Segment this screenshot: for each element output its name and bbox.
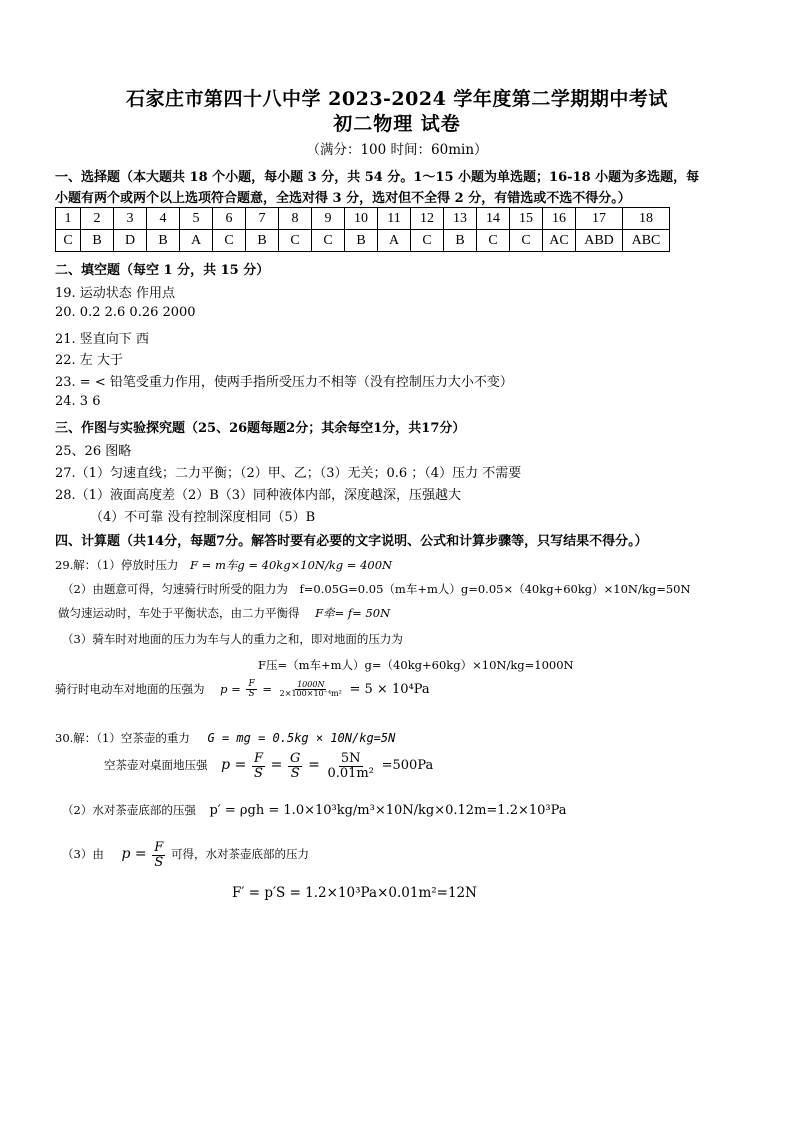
- page-title: 石家庄市第四十八中学 2023-2024 学年度第二学期期中考试: [126, 88, 668, 110]
- experiment-answer-28: 28.（1）液面高度差（2）B（3）同种液体内部，深度越深，压强越大: [55, 488, 462, 503]
- question-number-cell: 1: [56, 208, 81, 230]
- fraction-denominator: S: [290, 765, 300, 781]
- fraction-numerator: F: [154, 840, 164, 855]
- fill-answer-24: 24. 3 6: [55, 394, 101, 409]
- answer-cell: A: [378, 230, 411, 252]
- q30-line2: 空茶壶对桌面地压强 p = $\frac{F}{S}$ = $\frac{G}{S}$ = $\frac{5N}{\text{0.01m²}}$ =500Pa: [104, 751, 434, 781]
- fraction-numerator: G: [290, 751, 301, 766]
- question-number-cell: 7: [246, 208, 279, 230]
- q30-line2-label: 空茶壶对桌面地压强: [104, 758, 208, 773]
- answer-cell: C: [477, 230, 510, 252]
- q30-line1: [55, 730, 395, 746]
- fraction-numerator: F: [248, 679, 255, 689]
- answer-cell: D: [114, 230, 147, 252]
- answer-table: [55, 207, 670, 252]
- answer-cell: B: [81, 230, 114, 252]
- answer-cell: ABD: [576, 230, 623, 252]
- question-number-cell: 10: [345, 208, 378, 230]
- section1-heading-line1: 一、选择题（本大题共 18 个小题，每小题 3 分，共 54 分。1～15 小题为单选题；16-18 小题为多选题，每: [55, 170, 700, 185]
- q30-pressure-symbol: p =: [221, 757, 247, 774]
- q29-line6-label: 骑行时电动车对地面的压强为: [55, 681, 205, 696]
- q30-line5-formula: F′ = p′S = 1.2×10³Pa×0.01m²=12N: [232, 885, 477, 901]
- answer-table-answer-row: [56, 230, 670, 252]
- exam-meta: （满分：100 时间：60min）: [306, 142, 488, 158]
- fraction-denominator: S: [154, 854, 164, 870]
- q29-line3-label: 做匀速运动时，车处于平衡状态，由二力平衡得: [58, 606, 300, 620]
- experiment-answer-27: 27.（1）匀速直线；二力平衡；（2）甲、乙；（3）无关；0.6 ；（4）压力 不需要: [55, 466, 522, 481]
- fraction-denominator: S: [248, 689, 255, 700]
- question-number-cell: 14: [477, 208, 510, 230]
- q29-line3: [58, 605, 390, 621]
- q29-line4: （3）骑车时对地面的压力为车与人的重力之和，即对地面的压力为: [62, 632, 403, 646]
- question-number-cell: 5: [180, 208, 213, 230]
- question-number-cell: 9: [312, 208, 345, 230]
- answer-table-number-row: [56, 208, 670, 230]
- answer-cell: B: [147, 230, 180, 252]
- q30-line4-label-b: 可得，水对茶壶底部的压力: [170, 847, 309, 862]
- question-number-cell: 18: [623, 208, 670, 230]
- q29-line6: [55, 680, 430, 700]
- q29-line5-formula: F压=（m车+m人）g=（40kg+60kg）×10N/kg=1000N: [258, 658, 574, 672]
- q29-line1-formula: F = m车g = 40kg×10N/kg = 400N: [190, 558, 393, 572]
- q30-fraction-f-over-s-2: [152, 841, 165, 869]
- answer-cell: B: [246, 230, 279, 252]
- question-number-cell: 17: [576, 208, 623, 230]
- question-number-cell: 3: [114, 208, 147, 230]
- q29-pressure-symbol: p =: [220, 681, 241, 696]
- equals-sign: =: [262, 681, 273, 696]
- answer-cell: C: [56, 230, 81, 252]
- section2-heading: 二、填空题（每空 1 分，共 15 分）: [55, 263, 270, 278]
- q30-line3-label: （2）水对茶壶底部的压强: [62, 803, 196, 817]
- answer-cell: C: [279, 230, 312, 252]
- fill-answer-21: 21. 竖直向下 西: [55, 332, 149, 347]
- question-number-cell: 13: [444, 208, 477, 230]
- q30-pressure-symbol-2: p =: [121, 846, 147, 863]
- answer-cell: C: [510, 230, 543, 252]
- q30-line3-formula: p′ = ρgh = 1.0×10³kg/m³×10N/kg×0.12m=1.2×10³Pa: [209, 803, 567, 818]
- experiment-answer-28-cont: （4）不可靠 没有控制深度相同（5）B: [90, 510, 316, 525]
- q29-line2: [62, 581, 691, 597]
- q29-line1-label: 29.解：（1）停放时压力: [55, 558, 179, 572]
- fill-answer-19: 19. 运动状态 作用点: [55, 286, 175, 301]
- q29-line2-label: （2）由题意可得，匀速骑行时所受的阻力为: [62, 582, 288, 596]
- question-number-cell: 12: [411, 208, 444, 230]
- answer-cell: B: [444, 230, 477, 252]
- experiment-answer-25-26: 25、26 图略: [55, 444, 132, 459]
- question-number-cell: 4: [147, 208, 180, 230]
- fraction-denominator: S: [254, 765, 263, 781]
- q29-line6-result: = 5 × 10⁴Pa: [349, 681, 430, 697]
- answer-cell: C: [312, 230, 345, 252]
- answer-cell: A: [180, 230, 213, 252]
- q29-line1: [55, 557, 392, 573]
- question-number-cell: 6: [213, 208, 246, 230]
- question-number-cell: 2: [81, 208, 114, 230]
- fill-answer-20: 20. 0.2 2.6 0.26 2000: [55, 305, 196, 320]
- section1-heading-line2: 小题有两个或两个以上选项符合题意，全选对得 3 分，选对但不全得 2 分，有错选或不选不得分。）: [55, 191, 631, 206]
- answer-cell: B: [345, 230, 378, 252]
- fraction-numerator: 5N: [340, 751, 361, 766]
- q29-line3-formula: F牵= f= 50N: [315, 606, 391, 620]
- answer-cell: C: [213, 230, 246, 252]
- answer-cell: C: [411, 230, 444, 252]
- q30-fraction-g-over-s: [288, 752, 302, 780]
- q30-line2-result: =500Pa: [381, 758, 434, 774]
- q29-fraction-values: [278, 681, 344, 699]
- q30-line4: [62, 841, 309, 869]
- fill-answer-22: 22. 左 大于: [55, 353, 123, 368]
- section3-heading: 三、作图与实验探究题（25、26题每题2分；其余每空1分，共17分）: [55, 421, 466, 436]
- q30-line1-label: 30.解：（1）空茶壶的重力: [55, 731, 190, 745]
- question-number-cell: 15: [510, 208, 543, 230]
- q29-line2-formula: f=0.05G=0.05（m车+m人）g=0.05×（40kg+60kg）×10N/kg=50N: [299, 582, 691, 596]
- fraction-denominator: 2×100×10⁻⁴m²: [279, 689, 342, 699]
- fraction-numerator: F: [253, 751, 263, 766]
- fraction-denominator: 0.01m²: [327, 765, 374, 781]
- question-number-cell: 8: [279, 208, 312, 230]
- q30-fraction-values: [325, 752, 375, 780]
- section4-heading: 四、计算题（共14分，每题7分。解答时要有必要的文字说明、公式和计算步骤等，只写结果不得分。）: [55, 534, 648, 549]
- q30-line1-formula: G = mg = 0.5kg × 10N/kg=5N: [207, 731, 396, 745]
- answer-cell: AC: [543, 230, 576, 252]
- fraction-numerator: 1000N: [297, 680, 325, 690]
- q29-fraction-f-over-s: [246, 680, 256, 700]
- fill-answer-23: 23. = < 铅笔受重力作用，使两手指所受压力不相等（没有控制压力大小不变）: [55, 375, 513, 390]
- question-number-cell: 11: [378, 208, 411, 230]
- answer-cell: ABC: [623, 230, 670, 252]
- q30-fraction-f-over-s: [252, 752, 265, 780]
- page-subtitle: 初二物理 试卷: [333, 113, 461, 135]
- q30-line4-label-a: （3）由: [62, 847, 104, 862]
- question-number-cell: 16: [543, 208, 576, 230]
- q30-line3: [62, 802, 567, 818]
